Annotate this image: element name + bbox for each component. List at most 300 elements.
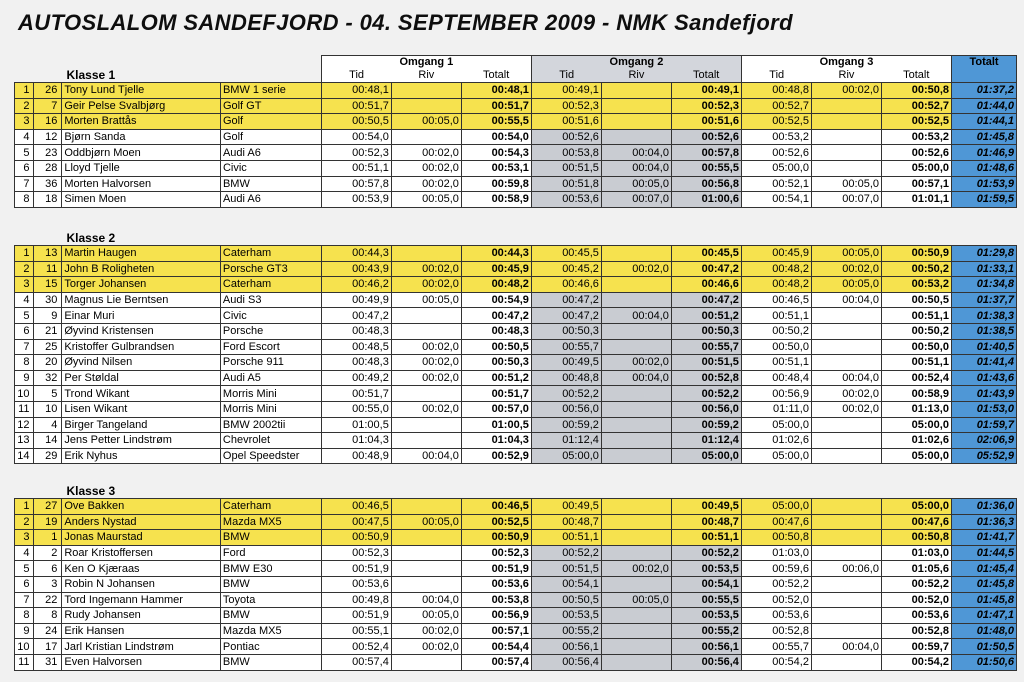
round2-time-cell: 00:51,1 [531,530,601,546]
round1-penalty-cell [391,417,461,433]
total-time-cell: 01:53,0 [951,401,1016,417]
round2-penalty-cell: 00:02,0 [601,561,671,577]
round2-penalty-cell [601,530,671,546]
round3-penalty-cell [811,545,881,561]
round2-time-cell: 00:51,5 [531,160,601,176]
result-row [15,355,1017,371]
result-row [15,292,1017,308]
car-cell: Porsche GT3 [220,261,321,277]
round1-total-cell: 00:51,7 [461,98,531,114]
round3-penalty-cell: 00:02,0 [811,401,881,417]
driver-cell: Martin Haugen [62,246,221,262]
start-number-cell: 18 [33,192,62,208]
round1-penalty-cell: 00:05,0 [391,292,461,308]
driver-cell: John B Roligheten [62,261,221,277]
round3-total-cell: 00:53,2 [881,277,951,293]
round2-total-cell: 00:52,8 [671,370,741,386]
total-time-cell: 01:45,8 [952,129,1017,145]
round1-penalty-cell: 00:04,0 [391,448,461,464]
round1-total-cell: 01:00,5 [461,417,531,433]
round1-total-cell: 00:51,9 [461,561,531,577]
driver-cell: Einar Muri [62,308,221,324]
round3-total-cell: 00:52,8 [881,623,951,639]
round3-total-cell: 05:00,0 [882,160,952,176]
position-cell: 11 [15,401,34,417]
round1-time-cell: 00:50,5 [321,114,391,130]
position-cell: 9 [15,370,34,386]
round1-time-cell: 00:51,9 [321,608,391,624]
driver-cell: Geir Pelse Svalbjørg [62,98,221,114]
round2-penalty-cell [601,246,671,262]
round1-time-cell: 00:48,3 [321,323,391,339]
start-number-cell: 28 [33,160,62,176]
round2-total-cell: 00:55,5 [671,160,741,176]
round2-total-cell: 00:54,1 [671,576,741,592]
round1-penalty-cell [391,545,461,561]
round2-total-cell: 00:55,7 [671,339,741,355]
total-time-cell: 01:33,1 [951,261,1016,277]
total-time-cell: 01:41,7 [951,530,1016,546]
result-row [15,639,1017,655]
round2-time-cell: 00:48,8 [531,370,601,386]
round2-penalty-cell: 00:04,0 [601,370,671,386]
round1-penalty-cell: 00:02,0 [391,277,461,293]
round1-time-cell: 00:57,8 [321,176,391,192]
round1-penalty-cell [391,499,461,515]
round2-penalty-cell: 00:05,0 [601,176,671,192]
round1-total-cell: 00:51,7 [461,386,531,402]
result-row [15,530,1017,546]
total-time-cell: 01:46,9 [952,145,1017,161]
round2-penalty-cell: 00:02,0 [601,261,671,277]
round2-penalty-cell: 00:04,0 [601,160,671,176]
round2-total-cell: 00:57,8 [671,145,741,161]
round2-time-cell: 00:51,6 [531,114,601,130]
position-cell: 7 [15,339,34,355]
round3-total-cell: 00:50,2 [881,261,951,277]
start-number-cell: 36 [33,176,62,192]
round2-penalty-cell [601,448,671,464]
result-row [15,608,1017,624]
round2-total-cell: 00:51,5 [671,355,741,371]
total-time-cell: 01:44,1 [952,114,1017,130]
car-cell: Porsche 911 [220,355,321,371]
round3-total-cell: 00:52,2 [881,576,951,592]
round1-total-cell: 00:44,3 [461,246,531,262]
round2-time-cell: 00:52,6 [531,129,601,145]
round2-total-cell: 00:47,2 [671,261,741,277]
round2-total-cell: 00:51,6 [671,114,741,130]
result-row [15,98,1017,114]
start-number-cell: 8 [33,608,62,624]
round1-time-cell: 01:00,5 [321,417,391,433]
round2-header: Omgang 2 [531,56,741,70]
round3-time-cell: 00:59,6 [741,561,811,577]
round2-penalty-cell [601,114,671,130]
total-time-cell: 05:52,9 [951,448,1016,464]
car-cell: Civic [220,308,321,324]
round3-total-cell: 01:02,6 [881,433,951,449]
round2-penalty-cell [601,323,671,339]
class-heading: Klasse 3 [66,484,116,498]
round3-total-cell: 00:50,2 [881,323,951,339]
round3-total-cell: 00:52,0 [881,592,951,608]
round2-penalty-cell [601,654,671,670]
round1-penalty-cell: 00:05,0 [391,114,461,130]
round2-total-cell: 01:00,6 [671,192,741,208]
round3-time-cell: 00:53,2 [741,129,811,145]
round3-penalty-cell [811,499,881,515]
start-number-cell: 24 [33,623,62,639]
round3-time-cell: 00:48,2 [741,261,811,277]
round2-penalty-cell [601,499,671,515]
round1-time-cell: 00:54,0 [321,129,391,145]
round2-total-cell: 00:50,3 [671,323,741,339]
round2-total-cell: 00:52,2 [671,545,741,561]
round1-time-cell: 00:48,1 [321,83,391,99]
car-cell: BMW [220,176,321,192]
result-row [15,308,1017,324]
round1-total-cell: 00:54,9 [461,292,531,308]
result-row [15,545,1017,561]
round1-total-cell: 00:48,1 [461,83,531,99]
round3-time-cell: 00:52,8 [741,623,811,639]
round1-penalty-cell: 00:02,0 [391,339,461,355]
start-number-cell: 11 [33,261,62,277]
round2-total-cell: 00:47,2 [671,292,741,308]
round1-penalty-cell: 00:04,0 [391,592,461,608]
round1-penalty-cell: 00:02,0 [391,160,461,176]
round3-penalty-cell [811,129,881,145]
round1-time-cell: 00:44,3 [321,246,391,262]
round3-total-cell: 01:01,1 [882,192,952,208]
round2-time-cell: 00:52,2 [531,386,601,402]
round1-total-cell: 00:53,1 [461,160,531,176]
round1-time-cell: 00:52,3 [321,145,391,161]
round3-total-cell: 00:50,8 [881,530,951,546]
round3-time-cell: 00:52,5 [741,114,811,130]
round3-penalty-cell [811,433,881,449]
round2-total-cell: 00:45,5 [671,246,741,262]
round2-penalty-cell [601,98,671,114]
round1-total-cell: 00:56,9 [461,608,531,624]
round3-penalty-cell [811,448,881,464]
round2-penalty-cell [601,608,671,624]
round3-total-cell: 00:52,6 [882,145,952,161]
round1-penalty-cell [391,246,461,262]
car-cell: Audi A6 [220,192,321,208]
round1-total-cell: 00:52,5 [461,514,531,530]
round3-time-cell: 00:48,8 [741,83,811,99]
round3-time-cell: 00:45,9 [741,246,811,262]
round2-time-cell: 00:50,5 [531,592,601,608]
total-time-cell: 01:41,4 [951,355,1016,371]
round3-time-cell: 05:00,0 [741,160,811,176]
car-cell: BMW E30 [220,561,321,577]
tid-header: Tid [741,69,811,83]
round3-time-cell: 00:52,6 [741,145,811,161]
car-cell: Audi A5 [220,370,321,386]
round3-penalty-cell: 00:04,0 [811,639,881,655]
round2-total-cell: 00:55,5 [671,592,741,608]
car-cell: BMW 2002tii [220,417,321,433]
round1-total-cell: 00:51,2 [461,370,531,386]
position-cell: 10 [15,639,34,655]
round2-time-cell: 00:49,5 [531,499,601,515]
round1-penalty-cell: 00:05,0 [391,608,461,624]
total-time-cell: 01:36,3 [951,514,1016,530]
round3-total-cell: 00:53,6 [881,608,951,624]
tid-header: Tid [321,69,391,83]
round2-total-cell: 00:52,3 [671,98,741,114]
driver-cell: Jonas Maurstad [62,530,221,546]
start-number-cell: 2 [33,545,62,561]
round1-total-cell: 00:46,5 [461,499,531,515]
car-cell: Audi S3 [220,292,321,308]
start-number-cell: 29 [33,448,62,464]
round3-penalty-cell: 00:05,0 [811,277,881,293]
round2-total-cell: 05:00,0 [671,448,741,464]
position-cell: 3 [15,530,34,546]
car-cell: BMW [220,530,321,546]
position-cell: 7 [15,176,34,192]
total-time-cell: 01:48,6 [952,160,1017,176]
position-cell: 2 [15,514,34,530]
total-time-cell: 01:44,0 [952,98,1017,114]
round2-penalty-cell [601,129,671,145]
round3-total-cell: 00:59,7 [881,639,951,655]
round3-penalty-cell [811,576,881,592]
result-row [15,129,1017,145]
class-heading: Klasse 1 [66,69,116,82]
round1-penalty-cell: 00:02,0 [391,623,461,639]
round3-penalty-cell: 00:05,0 [811,246,881,262]
round2-total-cell: 00:56,8 [671,176,741,192]
position-cell: 8 [15,355,34,371]
round2-time-cell: 00:55,7 [531,339,601,355]
round1-time-cell: 01:04,3 [321,433,391,449]
start-number-cell: 23 [33,145,62,161]
round3-time-cell: 00:51,1 [741,355,811,371]
round2-penalty-cell [601,433,671,449]
result-row [15,114,1017,130]
round2-time-cell: 00:54,1 [531,576,601,592]
round1-total-cell: 00:50,5 [461,339,531,355]
car-cell: BMW [220,654,321,670]
driver-cell: Morten Brattås [62,114,221,130]
round3-time-cell: 00:47,6 [741,514,811,530]
car-cell: Caterham [220,499,321,515]
results-table-klasse-2 [14,231,1017,464]
result-row [15,592,1017,608]
round2-total-cell: 00:56,4 [671,654,741,670]
round1-time-cell: 00:53,6 [321,576,391,592]
round1-time-cell: 00:52,3 [321,545,391,561]
start-number-cell: 26 [33,83,62,99]
result-row [15,246,1017,262]
round1-penalty-cell [391,129,461,145]
round3-time-cell: 00:52,0 [741,592,811,608]
total-time-cell: 01:34,8 [951,277,1016,293]
round1-time-cell: 00:48,5 [321,339,391,355]
round2-total-cell: 00:48,7 [671,514,741,530]
round3-penalty-cell [811,623,881,639]
round3-total-cell: 00:54,2 [881,654,951,670]
round2-penalty-cell [601,292,671,308]
result-row [15,370,1017,386]
total-time-cell: 01:50,6 [951,654,1016,670]
round3-penalty-cell [811,145,881,161]
position-cell: 5 [15,308,34,324]
result-row [15,323,1017,339]
car-cell: Porsche [220,323,321,339]
round1-header: Omgang 1 [321,56,531,70]
page-title: AUTOSLALOM SANDEFJORD - 04. SEPTEMBER 2009 - NMK Sandefjord [18,10,793,35]
start-number-cell: 25 [33,339,62,355]
driver-cell: Kristoffer Gulbrandsen [62,339,221,355]
round3-time-cell: 00:52,7 [741,98,811,114]
position-cell: 2 [15,261,34,277]
position-cell: 11 [15,654,34,670]
round1-time-cell: 00:47,2 [321,308,391,324]
results-table-klasse-1 [14,55,1017,208]
car-cell: Chevrolet [220,433,321,449]
round2-time-cell: 00:45,5 [531,246,601,262]
total-time-cell: 01:44,5 [951,545,1016,561]
car-cell: Ford Escort [220,339,321,355]
start-number-cell: 12 [33,129,62,145]
round1-total-cell: 00:54,3 [461,145,531,161]
round2-time-cell: 00:47,2 [531,292,601,308]
car-cell: Caterham [220,246,321,262]
round3-time-cell: 00:54,2 [741,654,811,670]
round1-penalty-cell [391,386,461,402]
round1-penalty-cell: 00:02,0 [391,639,461,655]
round3-penalty-cell [811,339,881,355]
round1-penalty-cell [391,654,461,670]
car-cell: Civic [220,160,321,176]
car-cell: Mazda MX5 [220,623,321,639]
start-number-cell: 10 [33,401,62,417]
round2-penalty-cell [601,576,671,592]
round2-time-cell: 00:48,7 [531,514,601,530]
round2-time-cell: 00:52,3 [531,98,601,114]
round2-total-cell: 00:59,2 [671,417,741,433]
round3-penalty-cell: 00:02,0 [811,261,881,277]
round1-total-cell: 00:54,0 [461,129,531,145]
round3-total-cell: 00:58,9 [881,386,951,402]
round2-total-cell: 00:53,5 [671,608,741,624]
round3-penalty-cell [811,355,881,371]
round1-time-cell: 00:47,5 [321,514,391,530]
position-cell: 4 [15,545,34,561]
total-time-cell: 01:47,1 [951,608,1016,624]
total-time-cell: 01:38,3 [951,308,1016,324]
total-time-cell: 02:06,9 [951,433,1016,449]
round1-total-cell: 00:52,3 [461,545,531,561]
car-cell: Morris Mini [220,401,321,417]
total-time-cell: 01:37,2 [952,83,1017,99]
totalt-header: Totalt [671,69,741,83]
round2-total-cell: 00:46,6 [671,277,741,293]
driver-cell: Bjørn Sanda [62,129,221,145]
round3-time-cell: 01:03,0 [741,545,811,561]
total-time-cell: 01:50,5 [951,639,1016,655]
round1-penalty-cell [391,323,461,339]
round3-penalty-cell [811,608,881,624]
round2-time-cell: 00:56,4 [531,654,601,670]
round2-time-cell: 00:53,6 [531,192,601,208]
round2-total-cell: 01:12,4 [671,433,741,449]
round1-penalty-cell [391,576,461,592]
result-row [15,561,1017,577]
round3-total-cell: 00:50,8 [882,83,952,99]
driver-cell: Ove Bakken [62,499,221,515]
round1-total-cell: 00:53,8 [461,592,531,608]
round2-penalty-cell [601,545,671,561]
total-time-cell: 01:45,8 [951,576,1016,592]
total-time-cell: 01:53,9 [952,176,1017,192]
start-number-cell: 21 [33,323,62,339]
round1-total-cell: 00:59,8 [461,176,531,192]
round1-time-cell: 00:46,5 [321,499,391,515]
total-time-cell: 01:59,5 [952,192,1017,208]
total-time-cell: 01:38,5 [951,323,1016,339]
start-number-cell: 15 [33,277,62,293]
round1-total-cell: 00:55,5 [461,114,531,130]
round2-time-cell: 00:55,2 [531,623,601,639]
position-cell: 5 [15,561,34,577]
round3-total-cell: 05:00,0 [881,417,951,433]
round1-total-cell: 00:57,0 [461,401,531,417]
result-row [15,417,1017,433]
round3-penalty-cell: 00:05,0 [811,176,881,192]
position-cell: 8 [15,608,34,624]
round3-time-cell: 00:53,6 [741,608,811,624]
riv-header: Riv [391,69,461,83]
round2-penalty-cell [601,83,671,99]
position-cell: 6 [15,323,34,339]
driver-cell: Roar Kristoffersen [62,545,221,561]
round3-total-cell: 01:03,0 [881,545,951,561]
start-number-cell: 20 [33,355,62,371]
round1-penalty-cell: 00:02,0 [391,355,461,371]
round2-penalty-cell: 00:05,0 [601,592,671,608]
round1-time-cell: 00:49,9 [321,292,391,308]
driver-cell: Ken O Kjæraas [62,561,221,577]
round3-time-cell: 05:00,0 [741,417,811,433]
result-row [15,576,1017,592]
round3-total-cell: 00:51,1 [881,308,951,324]
round2-total-cell: 00:56,0 [671,401,741,417]
result-row [15,401,1017,417]
round3-penalty-cell [811,308,881,324]
round1-penalty-cell [391,530,461,546]
position-cell: 4 [15,292,34,308]
round1-penalty-cell [391,433,461,449]
round2-penalty-cell [601,277,671,293]
round2-time-cell: 00:53,8 [531,145,601,161]
car-cell: BMW 1 serie [220,83,321,99]
round1-time-cell: 00:55,0 [321,401,391,417]
total-time-cell: 01:43,9 [951,386,1016,402]
result-row [15,386,1017,402]
round3-total-cell: 01:13,0 [881,401,951,417]
round2-penalty-cell [601,514,671,530]
start-number-cell: 22 [33,592,62,608]
round1-time-cell: 00:55,1 [321,623,391,639]
start-number-cell: 31 [33,654,62,670]
